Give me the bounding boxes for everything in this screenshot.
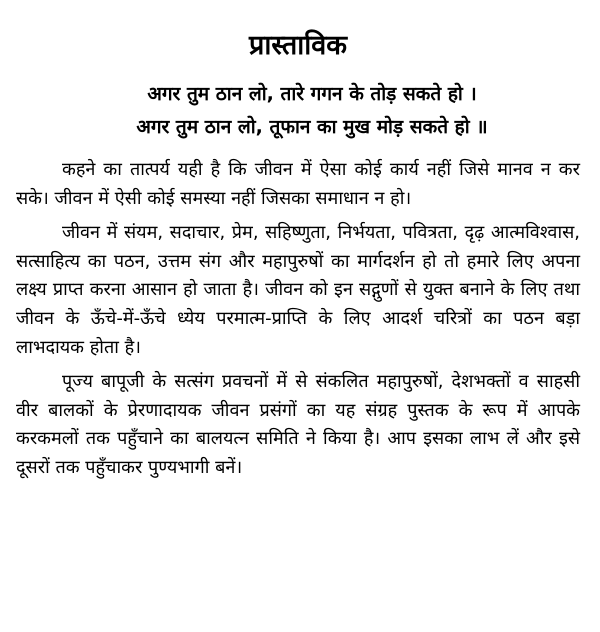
couplet-line-1: अगर तुम ठान लो, तारे गगन के तोड़ सकते हो । <box>147 83 477 105</box>
paragraph-3: पूज्य बापूजी के सत्संग प्रवचनों में से संकलित महापुरुषों, देशभक्तों व साहसी वीर बालकों के प्रेरणादायक जीवन प्रसंगों का यह संग्रह पुस्तक के रूप में आपके करकमलों तक पहुँचाने का बालयत्न समिति ने किया है। आप इसका लाभ लें और इसे दूसरों तक पहुँचाकर पुण्यभागी बनें। <box>16 371 580 478</box>
page-title: प्रास्ताविक <box>249 30 347 61</box>
couplet <box>16 78 580 144</box>
couplet-line-2: अगर तुम ठान लो, तूफान का मुख मोड़ सकते हो ॥ <box>136 116 488 138</box>
paragraph-1: कहने का तात्पर्य यही है कि जीवन में ऐसा कोई कार्य नहीं जिसे मानव न कर सके। जीवन में ऐसी कोई समस्या नहीं जिसका समाधान न हो। <box>16 159 580 209</box>
paragraph-2: जीवन में संयम, सदाचार, प्रेम, सहिष्णुता, निर्भयता, पवित्रता, दृढ़ आत्मविश्वास, सत्साहित्य का पठन, उत्तम संग और महापुरुषों का मार्गदर्शन हो तो हमारे लिए अपना लक्ष्य प्राप्त करना आसान हो जाता है। जीवन को इन सद्गुणों से युक्त बनाने के लिए तथा जीवन के ऊँचे-में-ऊँचे ध्येय परमात्म-प्राप्ति के लिए आदर्श चरित्रों का पठन बड़ा लाभदायक होता है। <box>16 222 580 358</box>
